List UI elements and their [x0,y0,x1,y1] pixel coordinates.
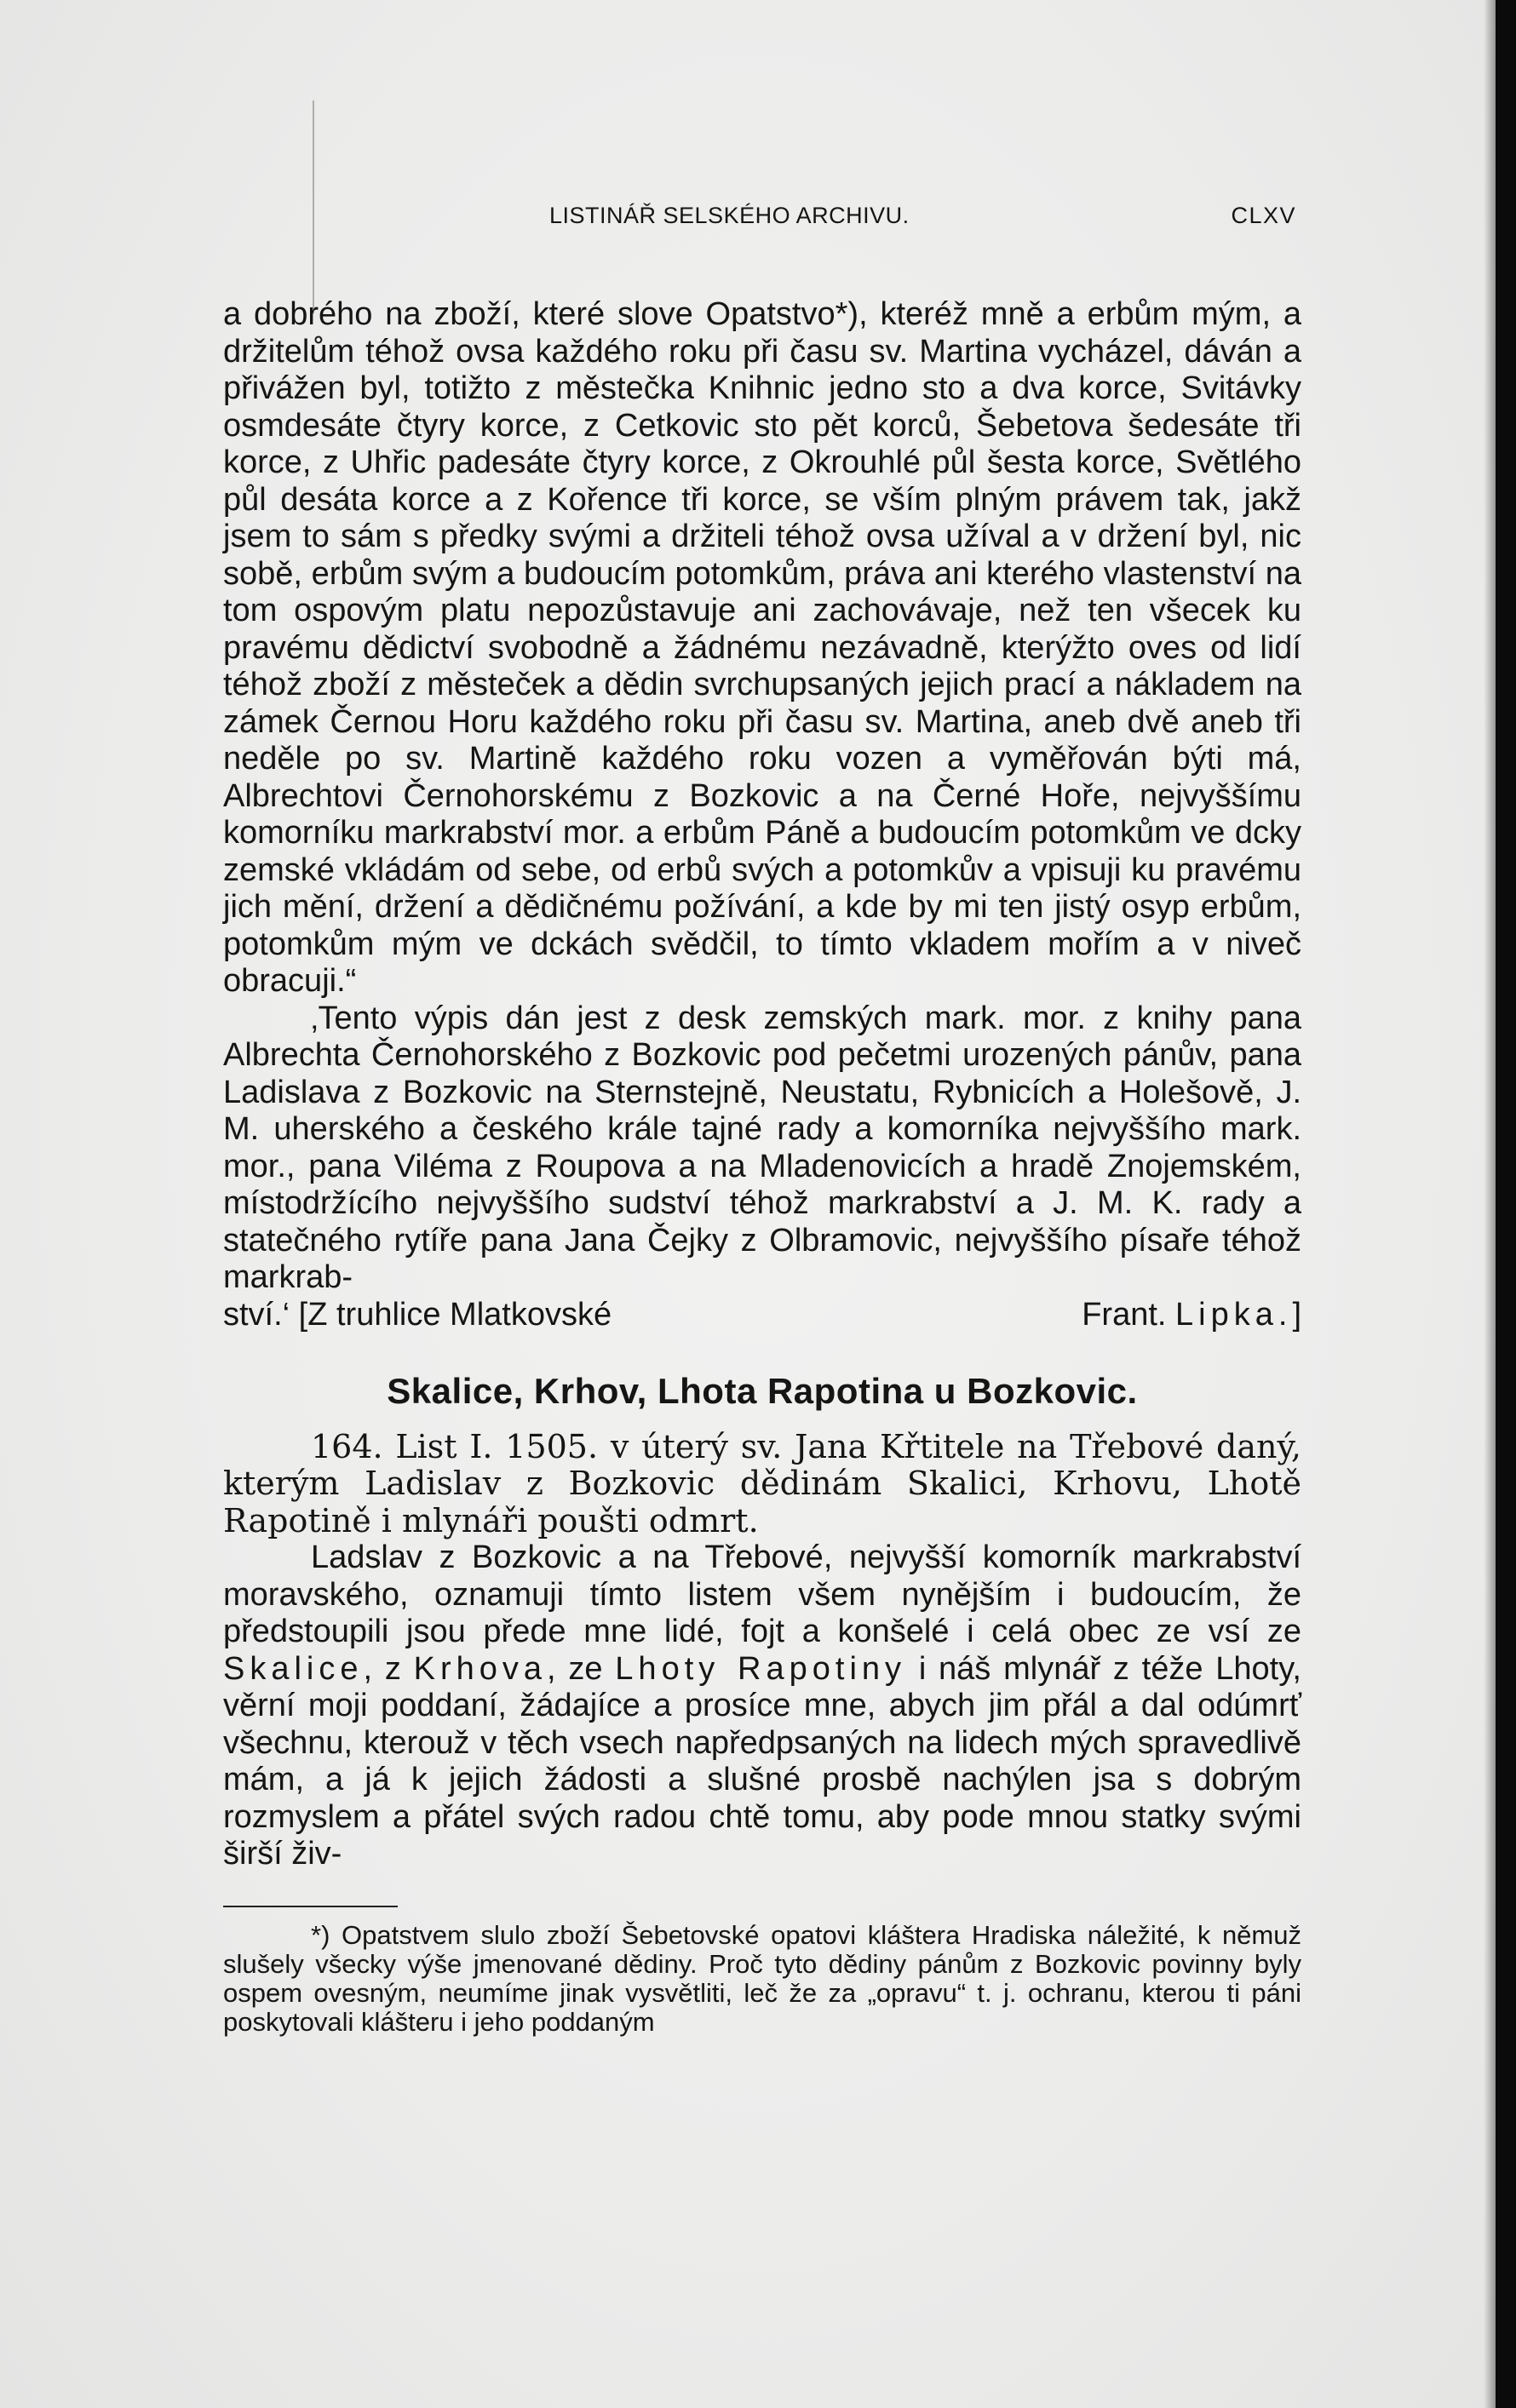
scan-edge [1496,0,1516,2408]
signature-line [223,1297,1301,1334]
charter-text-a: Ladslav z Bozkovic a na Třebové, nejvyšší komorník markrabství moravského, oznamuji tímto listem všem nynějším i budoucím, že předstoupili jsou přede mne lidé, fojt a konšelé i celá obec ze vsí ze [223,1539,1301,1649]
charter-text-d: i náš mlynář z téže Lhoty, věrní moji poddaní, žádajíce a prosíce mne, abych jim přál a dal odúmrť všechnu, kterouž v těch vsech napředpsaných na lidech mých spravedlivě mám, a já k jejich žádosti a slušné prosbě nachýlen jsa s dobrým rozmyslem a přátel svých radou chtě tomu, aby pode mnou statky svými širší živ- [223,1650,1301,1872]
document-regest: 164. List I. 1505. v úterý sv. Jana Křtitele na Třebové daný, kterým Ladislav z Bozkovic dědinám Skalici, Krhovu, Lhotě Rapotině i mlynáři poušti odmrt. [223,1427,1301,1539]
scan-artifact-line [313,100,314,313]
footnote: *) Opatstvem slulo zboží Šebetovské opatovi kláštera Hradiska náležité, k němuž slušely všecky výše jmenované dědiny. Proč tyto dědiny pánům z Bozkovic povinny byly ospem ovesným, neumíme jinak vysvětliti, leč že za „opravu“ t. j. ochranu, kterou ti páni poskytovali klášteru i jeho poddaným [223,1919,1301,2037]
page-number: CLXV [1231,203,1296,228]
paragraph-charter [223,1539,1301,1873]
signature-suffix: ] [1292,1296,1301,1333]
signature-prefix: Frant. [1082,1296,1167,1333]
running-title: LISTINÁŘ SELSKÉHO ARCHIVU. [549,203,910,228]
place-lhota-rapotina: Lhoty Rapotiny [615,1650,907,1687]
source-note: ství.‘ [Z truhlice Mlatkovské [223,1296,612,1333]
section-title: Skalice, Krhov, Lhota Rapotina u Bozkovic. [387,1371,1138,1411]
place-skalice: Skalice [223,1650,364,1687]
signature-name: Lipka. [1175,1296,1293,1333]
paragraph-continuation: a dobrého na zboží, které slove Opatstvo*), kteréž mně a erbům mým, a držitelům téhož ovsa každého roku při času sv. Martina vycházel, dáván a přivážen byl, totižto z městečka Knihnic jedno sto a dva korce, Svitávky osmdesáte čtyry korce, z Cetkovic sto pět korců, Šebetova šedesáte tři korce, z Uhřic padesáte čtyry korce, z Okrouhlé půl šesta korce, Světlého půl desáta korce a z Kořence tři korce, se vším plným právem tak, jakž jsem to sám s předky svými a držiteli téhož ovsa užíval a v držení byl, nic sobě, erbům svým a budoucím potomkům, práva ani kterého vlastenství na tom ospovým platu nepozůstavuje ani zachovávaje, než ten všecek ku pravému dědictví svobodně a žádnému nezávadně, kterýžto oves od lidí téhož zboží z městeček a dědin svrchupsaných jejich prací a nákladem na zámek Černou Horu každého roku při času sv. Martina, aneb dvě aneb tři neděle po sv. Martině každého roku vozen a vyměřován býti má, Albrechtovi Černohorskému z Bozkovic a na Černé Hoře, nejvyššímu komorníku markrabství mor. a erbům Páně a budoucím potomkům ve dcky zemské vkládám od sebe, od erbů svých a potomkův a vpisuji ku pravému jich mění, držení a dědičnému požívání, a kde by mi ten jistý osyp erbům, potomkům mým ve dckách svědčil, to tímto vkladem mořím a v niveč obracuji.“ [223,296,1301,999]
binding-shadow [1484,0,1496,2408]
running-header [549,203,1296,237]
place-krhov: Krhova [413,1650,548,1687]
charter-text-c: , ze [547,1650,616,1687]
main-text [223,296,1301,2037]
signature [1082,1297,1301,1334]
charter-text-b: , z [363,1650,414,1687]
footnote-rule [223,1906,398,1907]
paragraph-extract-note: ‚Tento výpis dán jest z desk zemských mark. mor. z knihy pana Albrechta Černohorského z Bozkovic pod pečetmi urozených pánův, pana Ladislava z Bozkovic na Sternstejně, Neustatu, Rybnicích a Holešově, J. M. uherského a českého krále tajné rady a komorníka nejvyššího mark. mor., pana Viléma z Roupova a na Mladenovicích a hradě Znojemském, místodržícího nejvyššího sudství téhož markrabství a J. M. K. rady a statečného rytíře pana Jana Čejky z Olbramovic, nejvyššího písaře téhož markrab- [223,1000,1301,1295]
